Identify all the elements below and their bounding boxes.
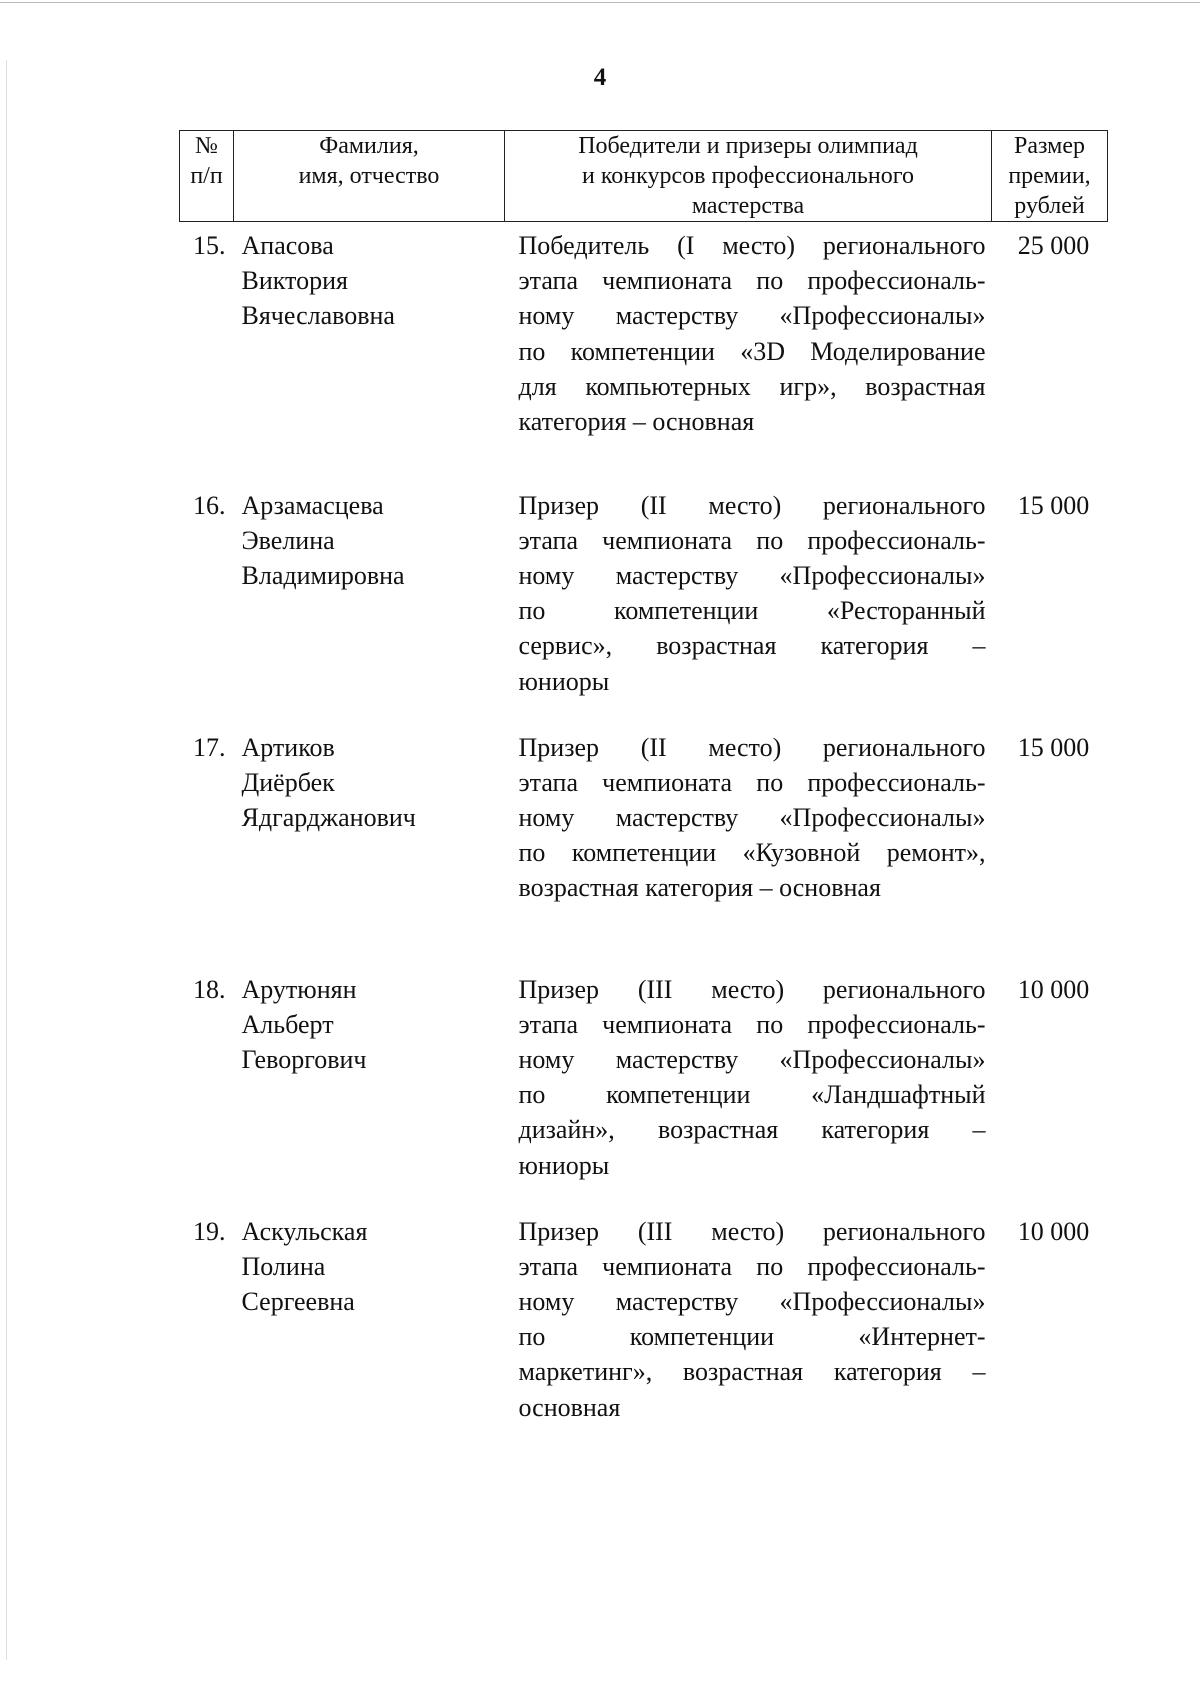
achievement-line: Призер (II место) регионального — [518, 732, 986, 762]
row-full-name — [234, 488, 505, 730]
name-line: Геворгович — [241, 1044, 367, 1074]
achievement-line: этапа чемпионата по профессиональ- — [518, 1009, 986, 1039]
achievement-line: по компетенции «Кузовной ремонт», — [518, 838, 986, 868]
name-line: Виктория — [241, 266, 348, 296]
awards-table — [179, 130, 1108, 1444]
name-line: Аскульская — [241, 1216, 368, 1246]
achievement-line: Победитель (I место) регионального — [518, 231, 986, 260]
row-number: 16. — [193, 490, 226, 520]
row-full-name — [234, 972, 505, 1214]
name-line: Вячеславовна — [241, 301, 395, 331]
header-full-name — [234, 131, 505, 222]
achievement-line: Призер (III место) регионального — [518, 1216, 986, 1246]
name-line: Владимировна — [241, 560, 405, 590]
achievement-line: дизайн», возрастная категория – — [518, 1115, 986, 1145]
achievement-line: юниоры — [518, 666, 610, 696]
header-full-name-line: имя, отчество — [298, 163, 440, 189]
table-row — [180, 488, 1108, 730]
achievement-line: ному мастерству «Профессионалы» — [518, 301, 986, 331]
header-achievement-line: мастерства — [691, 193, 805, 219]
row-prize-amount: 10 000 — [1017, 974, 1090, 1004]
achievement-line: сервис», возрастная категория – — [518, 631, 986, 661]
achievement-line: категория – основная — [518, 407, 755, 437]
row-achievement — [505, 488, 992, 730]
header-number-line: № — [195, 133, 218, 159]
header-prize-line: премии, — [1008, 163, 1091, 189]
achievement-line: по компетенции «3D Моделирование — [518, 336, 986, 366]
achievement-line: ному мастерству «Профессионалы» — [518, 802, 986, 832]
table-body — [180, 222, 1108, 1444]
name-line: Полина — [241, 1251, 326, 1281]
header-number-line: п/п — [190, 163, 223, 189]
table-row — [180, 730, 1108, 972]
achievement-line: ному мастерству «Профессионалы» — [518, 1044, 986, 1074]
row-number: 18. — [193, 974, 226, 1004]
achievement-line: Призер (II место) регионального — [518, 490, 986, 520]
row-number: 19. — [193, 1216, 226, 1246]
table-header-row — [180, 131, 1108, 222]
table-row — [180, 1214, 1108, 1444]
achievement-line: этапа чемпионата по профессиональ- — [518, 1251, 986, 1281]
achievement-line: ному мастерству «Профессионалы» — [518, 560, 986, 590]
achievement-line: юниоры — [518, 1150, 610, 1180]
name-line: Арутюнян — [241, 974, 357, 1004]
achievement-line: основная — [518, 1392, 621, 1422]
row-prize-amount: 15 000 — [1017, 490, 1090, 520]
name-line: Сергеевна — [241, 1286, 355, 1316]
header-full-name-line: Фамилия, — [319, 133, 419, 159]
row-full-name — [234, 1214, 505, 1444]
header-prize-line: Размер — [1014, 133, 1085, 159]
name-line: Диёрбек — [241, 767, 335, 797]
achievement-line: по компетенции «Ресторанный — [518, 596, 986, 626]
awards-table-container — [179, 130, 1107, 1444]
header-prize-amount — [992, 131, 1108, 222]
name-line: Арзамасцева — [241, 490, 384, 520]
scan-edge-left — [6, 60, 7, 1660]
name-line: Апасова — [241, 231, 334, 260]
achievement-line: этапа чемпионата по профессиональ- — [518, 266, 986, 296]
row-achievement — [505, 730, 992, 972]
row-prize-amount: 15 000 — [1017, 732, 1090, 762]
achievement-line: для компьютерных игр», возрастная — [518, 371, 986, 401]
achievement-line: маркетинг», возрастная категория – — [518, 1357, 986, 1387]
header-achievement-line: Победители и призеры олимпиад — [578, 133, 918, 159]
name-line: Эвелина — [241, 525, 335, 555]
row-prize-amount: 25 000 — [1017, 231, 1090, 260]
row-achievement — [505, 222, 992, 488]
row-full-name — [234, 222, 505, 488]
achievement-line: Призер (III место) регионального — [518, 974, 986, 1004]
name-line: Ядгарджанович — [241, 802, 416, 832]
name-line: Альберт — [241, 1009, 334, 1039]
achievement-line: по компетенции «Интернет- — [518, 1322, 986, 1352]
table-row — [180, 972, 1108, 1214]
row-number: 17. — [193, 732, 226, 762]
header-prize-line: рублей — [1014, 193, 1085, 219]
achievement-line: возрастная категория – основная — [518, 873, 881, 903]
row-achievement — [505, 1214, 992, 1444]
table-row — [180, 222, 1108, 488]
row-achievement — [505, 972, 992, 1214]
achievement-line: ному мастерству «Профессионалы» — [518, 1286, 986, 1316]
header-number — [180, 131, 234, 222]
achievement-line: этапа чемпионата по профессиональ- — [518, 767, 986, 797]
achievement-line: этапа чемпионата по профессиональ- — [518, 525, 986, 555]
row-number: 15. — [193, 231, 226, 260]
scan-edge-top — [0, 2, 1200, 3]
page-number: 4 — [593, 64, 607, 91]
header-achievement-line: и конкурсов профессионального — [582, 163, 914, 189]
row-full-name — [234, 730, 505, 972]
row-prize-amount: 10 000 — [1017, 1216, 1090, 1246]
header-achievement — [505, 131, 992, 222]
name-line: Артиков — [241, 732, 335, 762]
achievement-line: по компетенции «Ландшафтный — [518, 1080, 986, 1110]
